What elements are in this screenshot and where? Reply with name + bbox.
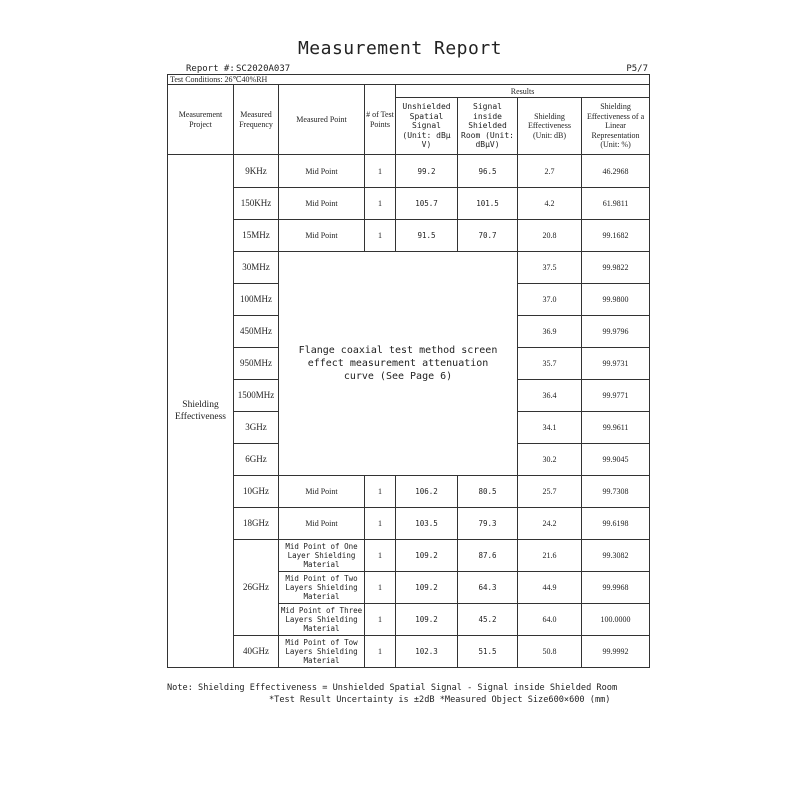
linear-cell: 99.6198 <box>582 508 650 540</box>
header-linear: Shielding Effectiveness of a Linear Representation (Unit: %) <box>582 98 650 155</box>
count-cell: 1 <box>365 188 396 220</box>
point-cell: Mid Point of Two Layers Shielding Material <box>279 572 365 604</box>
inside-cell: 79.3 <box>458 508 518 540</box>
linear-cell: 99.1682 <box>582 220 650 252</box>
header-num-points: # of Test Points <box>365 85 396 155</box>
header-frequency: Measured Frequency <box>234 85 279 155</box>
point-cell: Mid Point <box>279 220 365 252</box>
notes-block <box>167 682 767 706</box>
effectiveness-cell: 2.7 <box>518 155 582 188</box>
linear-cell: 99.7308 <box>582 476 650 508</box>
table-row <box>168 155 650 188</box>
inside-cell: 96.5 <box>458 155 518 188</box>
table-row <box>168 220 650 252</box>
point-cell: Mid Point <box>279 476 365 508</box>
table-row <box>168 540 650 572</box>
freq-cell: 10GHz <box>234 476 279 508</box>
count-cell: 1 <box>365 636 396 668</box>
inside-cell: 87.6 <box>458 540 518 572</box>
unshielded-cell: 102.3 <box>396 636 458 668</box>
linear-cell: 99.9992 <box>582 636 650 668</box>
effectiveness-cell: 44.9 <box>518 572 582 604</box>
inside-cell: 80.5 <box>458 476 518 508</box>
point-cell: Mid Point <box>279 155 365 188</box>
unshielded-cell: 109.2 <box>396 540 458 572</box>
effectiveness-cell: 35.7 <box>518 348 582 380</box>
effectiveness-cell: 37.0 <box>518 284 582 316</box>
linear-cell: 99.3082 <box>582 540 650 572</box>
header-effectiveness: Shielding Effectiveness (Unit: dB) <box>518 98 582 155</box>
freq-cell: 450MHz <box>234 316 279 348</box>
unshielded-cell: 103.5 <box>396 508 458 540</box>
linear-cell: 99.9822 <box>582 252 650 284</box>
effectiveness-cell: 25.7 <box>518 476 582 508</box>
freq-cell: 40GHz <box>234 636 279 668</box>
effectiveness-cell: 30.2 <box>518 444 582 476</box>
inside-cell: 101.5 <box>458 188 518 220</box>
linear-cell: 100.0000 <box>582 604 650 636</box>
table-row <box>168 252 650 284</box>
project-cell: Shielding Effectiveness <box>168 155 234 668</box>
header-inside: Signal inside Shielded Room (Unit: dBμV) <box>458 98 518 155</box>
measurement-table <box>167 74 650 668</box>
effectiveness-cell: 36.4 <box>518 380 582 412</box>
unshielded-cell: 99.2 <box>396 155 458 188</box>
linear-cell: 99.9611 <box>582 412 650 444</box>
linear-cell: 99.9771 <box>582 380 650 412</box>
header-project: Measurement Project <box>168 85 234 155</box>
effectiveness-cell: 24.2 <box>518 508 582 540</box>
effectiveness-cell: 36.9 <box>518 316 582 348</box>
unshielded-cell: 91.5 <box>396 220 458 252</box>
freq-cell: 26GHz <box>234 540 279 636</box>
page-number: P5/7 <box>626 64 648 74</box>
count-cell: 1 <box>365 220 396 252</box>
freq-cell: 150KHz <box>234 188 279 220</box>
point-cell: Mid Point of Tow Layers Shielding Material <box>279 636 365 668</box>
table-row <box>168 188 650 220</box>
inside-cell: 45.2 <box>458 604 518 636</box>
freq-cell: 100MHz <box>234 284 279 316</box>
table-row <box>168 508 650 540</box>
freq-cell: 15MHz <box>234 220 279 252</box>
effectiveness-cell: 21.6 <box>518 540 582 572</box>
test-conditions: Test Conditions: 26℃40%RH <box>168 75 650 85</box>
effectiveness-cell: 4.2 <box>518 188 582 220</box>
unshielded-cell: 105.7 <box>396 188 458 220</box>
table-row <box>168 476 650 508</box>
table-row <box>168 636 650 668</box>
note-formula: Note: Shielding Effectiveness = Unshielded Spatial Signal - Signal inside Shielded Room <box>167 683 618 693</box>
count-cell: 1 <box>365 476 396 508</box>
measurement-table-wrapper <box>167 74 649 668</box>
header-results: Results <box>396 85 650 98</box>
point-cell: Mid Point of Three Layers Shielding Material <box>279 604 365 636</box>
point-cell: Mid Point of One Layer Shielding Material <box>279 540 365 572</box>
effectiveness-cell: 50.8 <box>518 636 582 668</box>
freq-cell: 18GHz <box>234 508 279 540</box>
linear-cell: 99.9731 <box>582 348 650 380</box>
point-cell: Mid Point <box>279 188 365 220</box>
count-cell: 1 <box>365 508 396 540</box>
report-number-label: Report #: <box>186 64 235 74</box>
count-cell: 1 <box>365 604 396 636</box>
header-unshielded: Unshielded Spatial Signal (Unit: dBμ V) <box>396 98 458 155</box>
header-point: Measured Point <box>279 85 365 155</box>
point-cell: Mid Point <box>279 508 365 540</box>
effectiveness-cell: 20.8 <box>518 220 582 252</box>
freq-cell: 30MHz <box>234 252 279 284</box>
linear-cell: 46.2968 <box>582 155 650 188</box>
effectiveness-cell: 37.5 <box>518 252 582 284</box>
unshielded-cell: 109.2 <box>396 572 458 604</box>
inside-cell: 70.7 <box>458 220 518 252</box>
linear-cell: 99.9796 <box>582 316 650 348</box>
linear-cell: 99.9800 <box>582 284 650 316</box>
freq-cell: 950MHz <box>234 348 279 380</box>
freq-cell: 9KHz <box>234 155 279 188</box>
linear-cell: 99.9968 <box>582 572 650 604</box>
count-cell: 1 <box>365 572 396 604</box>
curve-note: Flange coaxial test method screen effect measurement attenuation curve (See Page 6) <box>279 252 518 476</box>
report-number: SC2020A037 <box>236 64 291 74</box>
inside-cell: 64.3 <box>458 572 518 604</box>
inside-cell: 51.5 <box>458 636 518 668</box>
linear-cell: 61.9811 <box>582 188 650 220</box>
effectiveness-cell: 64.0 <box>518 604 582 636</box>
count-cell: 1 <box>365 155 396 188</box>
linear-cell: 99.9045 <box>582 444 650 476</box>
unshielded-cell: 106.2 <box>396 476 458 508</box>
count-cell: 1 <box>365 540 396 572</box>
freq-cell: 3GHz <box>234 412 279 444</box>
report-title: Measurement Report <box>297 38 503 59</box>
note-uncertainty: *Test Result Uncertainty is ±2dB *Measured Object Size600×600 (mm) <box>269 695 611 705</box>
freq-cell: 1500MHz <box>234 380 279 412</box>
effectiveness-cell: 34.1 <box>518 412 582 444</box>
unshielded-cell: 109.2 <box>396 604 458 636</box>
freq-cell: 6GHz <box>234 444 279 476</box>
